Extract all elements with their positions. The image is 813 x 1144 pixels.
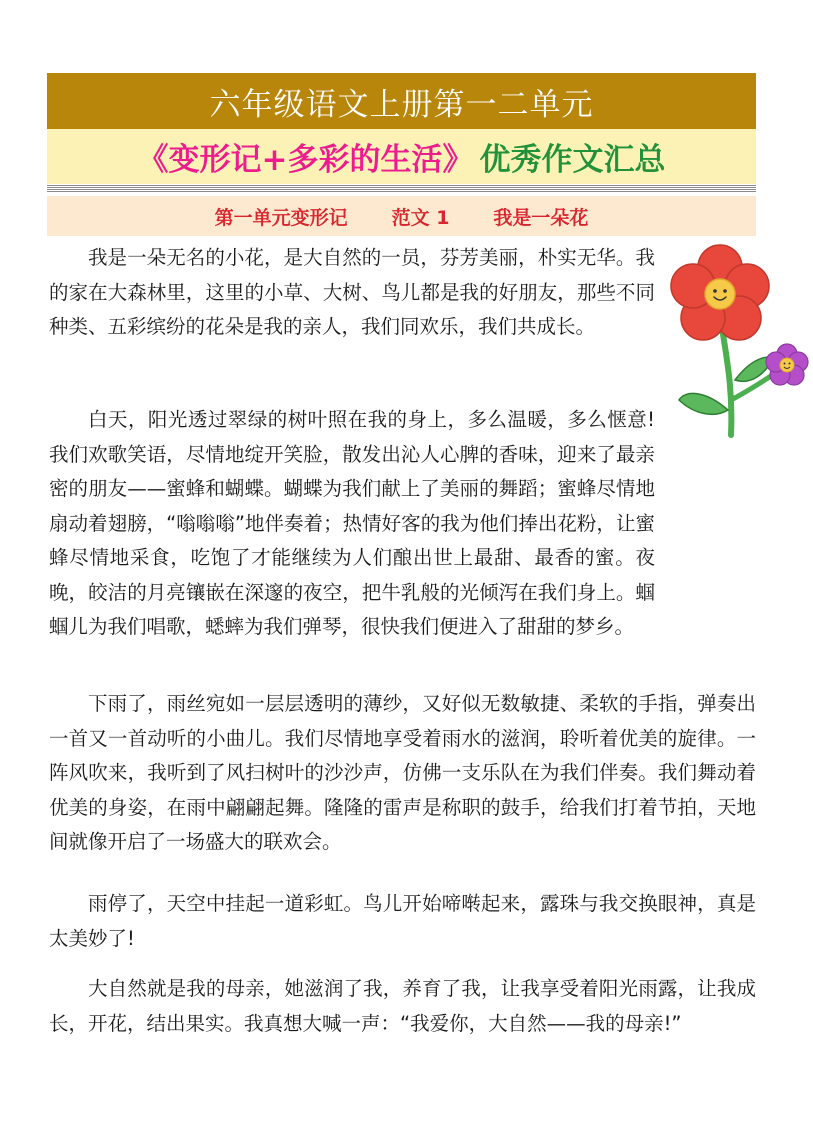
essay-paragraph-5: 大自然就是我的母亲，她滋润了我，养育了我，让我享受着阳光雨露，让我成长，开花，结出果实。我真想大喊一声：“我爱你，大自然——我的母亲!” <box>49 977 756 1035</box>
subtitle-collection: 优秀作文汇总 <box>479 142 666 178</box>
subtitle-band <box>47 129 756 184</box>
title-banner <box>47 73 756 129</box>
essay-paragraph-3: 下雨了，雨丝宛如一层层透明的薄纱，又好似无数敏捷、柔软的手指，弹奏出一首又一首动听的小曲儿。我们尽情地享受着雨水的滋润，聆听着优美的旋律。一阵风吹来，我听到了风扫树叶的沙沙声，仿佛一支乐队在为我们伴奏。我们舞动着优美的身姿，在雨中翩翩起舞。隆隆的雷声是称职的鼓手，给我们打着节拍，天地间就像开启了一场盛大的联欢会。 <box>49 692 756 853</box>
essay-paragraph-2: 白天，阳光透过翠绿的树叶照在我的身上，多么温暖，多么惬意!我们欢歌笑语，尽情地绽开笑脸，散发出沁人心脾的香味，迎来了最亲密的朋友——蜜蜂和蝴蝶。蝴蝶为我们献上了美丽的舞蹈；蜜蜂尽情地扇动着翅膀，“嗡嗡嗡”地伴奏着；热情好客的我为他们捧出花粉，让蜜蜂尽情地采食，吃饱了才能继续为人们酿出世上最甜、最香的蜜。夜晚，皎洁的月亮镶嵌在深邃的夜空，把牛乳般的光倾泻在我们身上。蝈蝈儿为我们唱歌，蟋蟀为我们弹琴，很快我们便进入了甜甜的梦乡。 <box>49 408 655 638</box>
subtitle-book-titles: 《变形记+多彩的生活》 <box>137 142 474 178</box>
section-heading <box>47 196 756 236</box>
essay-title: 我是一朵花 <box>493 206 589 229</box>
essay-paragraph-1: 我是一朵无名的小花，是大自然的一员，芬芳美丽，朴实无华。我的家在大森林里，这里的小草、大树、鸟儿都是我的好朋友，那些不同种类、五彩缤纷的花朵是我的亲人，我们同欢乐，我们共成长。 <box>49 246 655 338</box>
sample-label: 范文 1 <box>391 206 450 229</box>
decorative-divider <box>47 185 756 193</box>
smiling-flower-icon <box>665 240 813 440</box>
unit-label: 第一单元变形记 <box>214 206 348 229</box>
essay-paragraph-4: 雨停了，天空中挂起一道彩虹。鸟儿开始啼啭起来，露珠与我交换眼神，真是太美妙了! <box>49 892 756 950</box>
page-title: 六年级语文上册第一二单元 <box>209 86 594 123</box>
